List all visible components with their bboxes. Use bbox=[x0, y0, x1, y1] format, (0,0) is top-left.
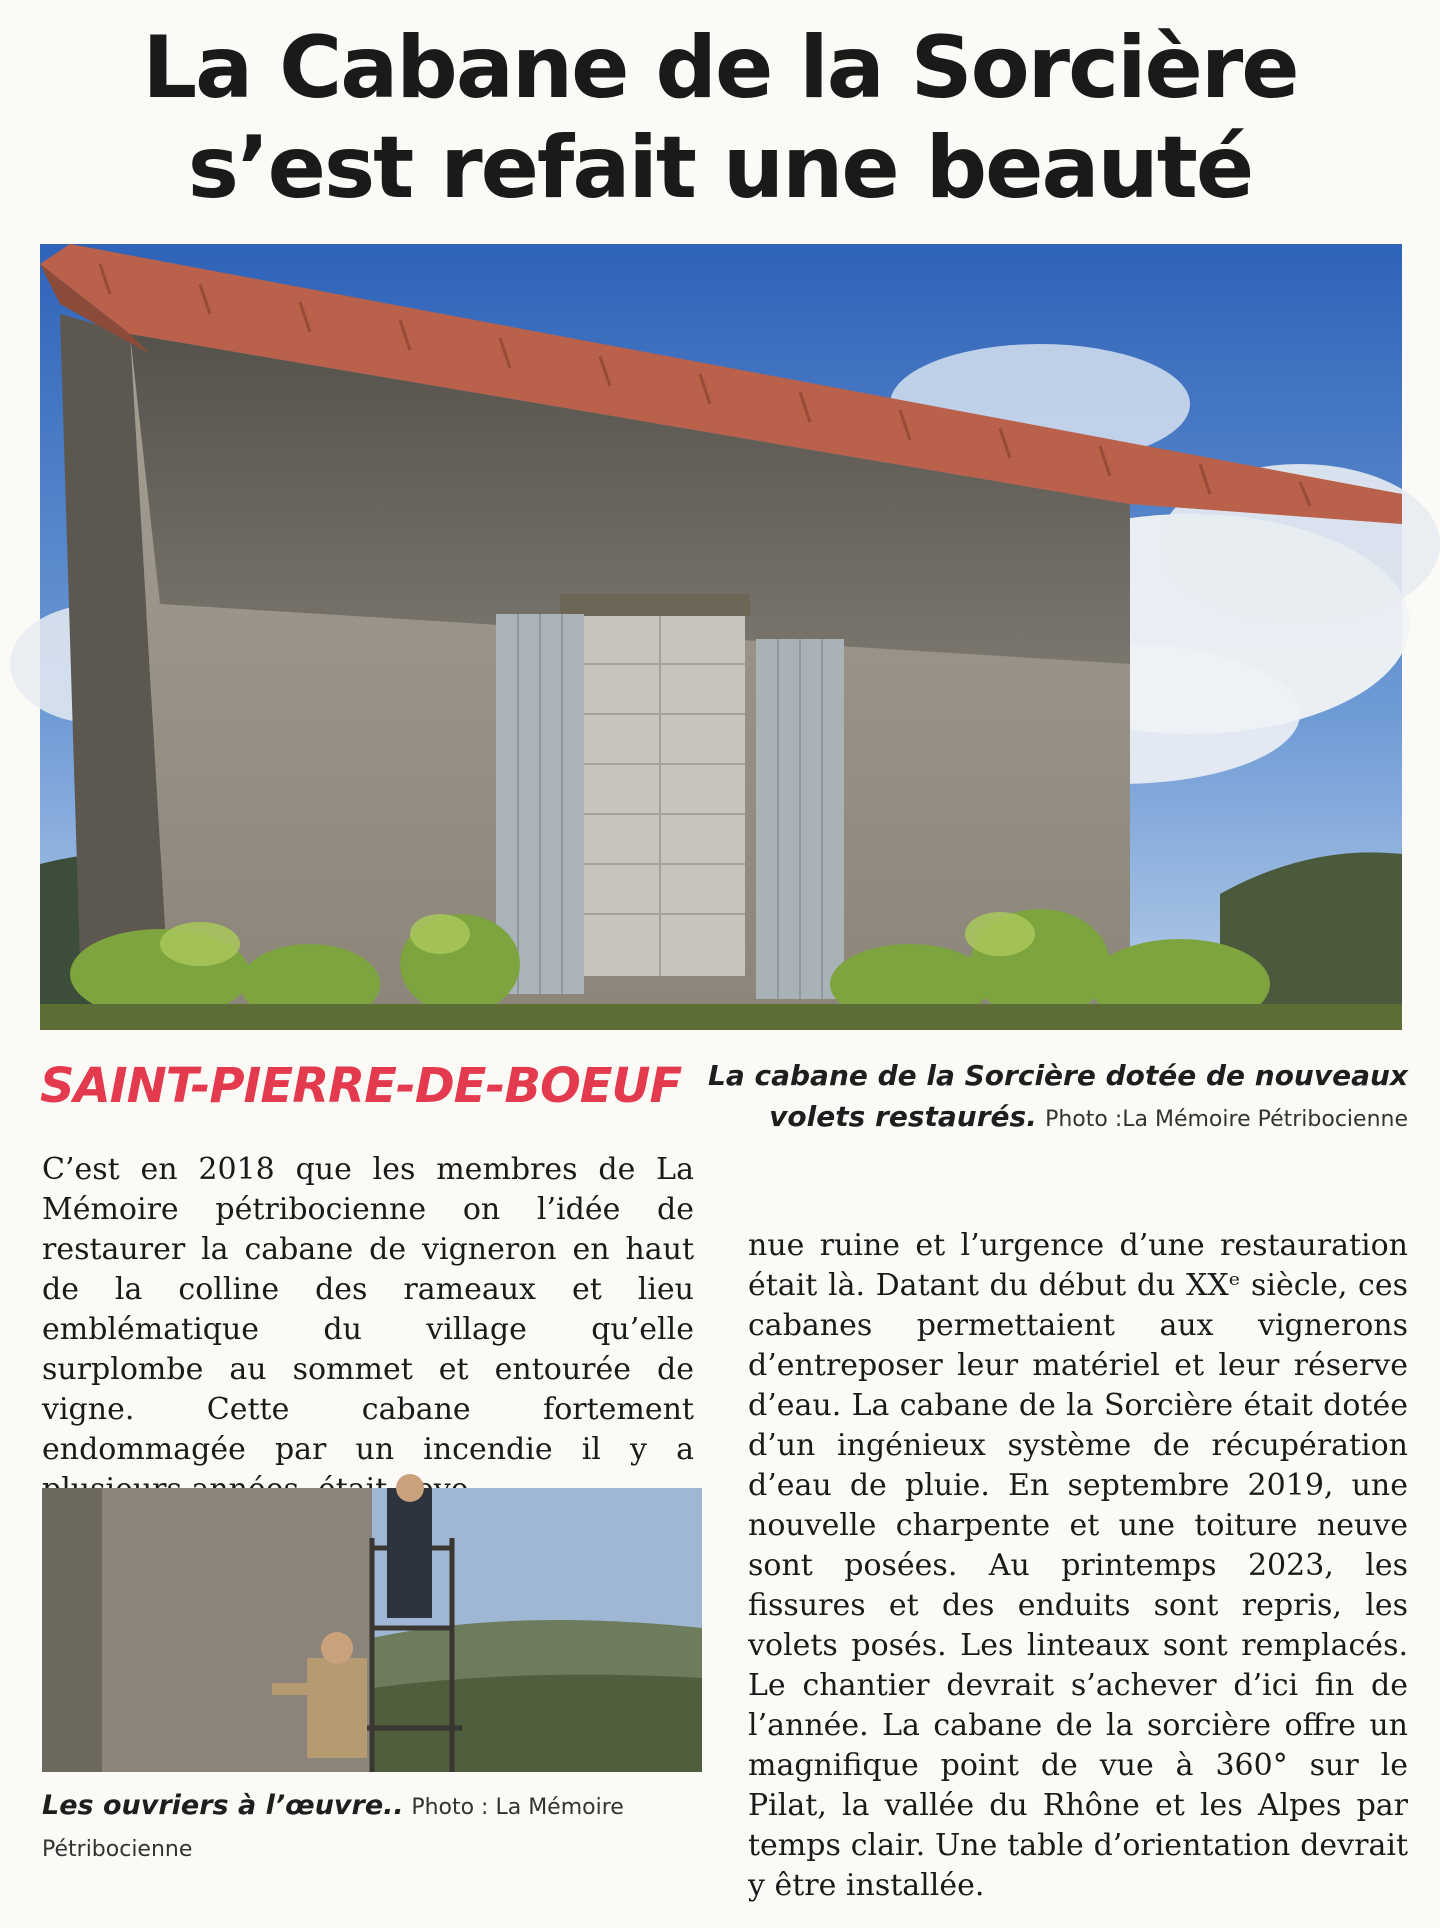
body-column-right bbox=[748, 1226, 1408, 1906]
workers-photo-caption bbox=[42, 1786, 702, 1870]
location-kicker: SAINT-PIERRE-DE-BOEUF bbox=[40, 1058, 682, 1114]
main-photo-caption bbox=[708, 1056, 1408, 1140]
body-paragraph-right: nue ruine et l’urgence d’une restauration était là. Datant du début du XXᵉ siècle, ces cabanes permettaient aux vignerons d’entreposer leur matériel et leur réserve d’eau. La cabane de la Sorcière était dotée d’un ingénieux système de récupération d’eau de pluie. En septembre 2019, une nouvelle charpente et une toiture neuve sont posées. Au printemps 2023, les fissures et des enduits sont repris, les volets posés. Les linteaux sont remplacés. Le chantier devrait s’achever d’ici fin de l’année. La cabane de la sorcière offre un magnifique point de vue à 360° sur le Pilat, la vallée du Rhône et les Alpes par temps clair. Une table d’orientation devrait y être installée. bbox=[748, 1228, 1408, 1903]
workers-illustration bbox=[42, 1488, 702, 1772]
headline bbox=[0, 18, 1440, 218]
workers-photo-credit: Photo : La Mémoire Pétribocienne bbox=[42, 1795, 624, 1862]
body-paragraph-left: C’est en 2018 que les membres de La Mémoire pétribocienne on l’idée de restaurer la cabane de vigneron en haut de la colline des rameaux et lieu emblématique du village qu’elle surplombe au sommet et entourée de vigne. Cette cabane fortement endommagée par un incendie il y a bbox=[42, 1152, 694, 1467]
workers-photo bbox=[42, 1488, 702, 1772]
main-photo-cabin bbox=[40, 244, 1402, 1030]
body-column-left bbox=[42, 1150, 694, 1470]
cabin-illustration bbox=[40, 244, 1402, 1030]
headline-line-2: s’est refait une beauté bbox=[187, 118, 1253, 218]
workers-caption-text: Les ouvriers à l’œuvre.. bbox=[42, 1790, 404, 1821]
main-caption-text: La cabane de la Sorcière dotée de nouveaux volets restaurés. bbox=[708, 1059, 1408, 1133]
main-photo-credit: Photo :La Mémoire Pétribocienne bbox=[1045, 1107, 1408, 1132]
headline-line-1: La Cabane de la Sorcière bbox=[142, 18, 1298, 118]
